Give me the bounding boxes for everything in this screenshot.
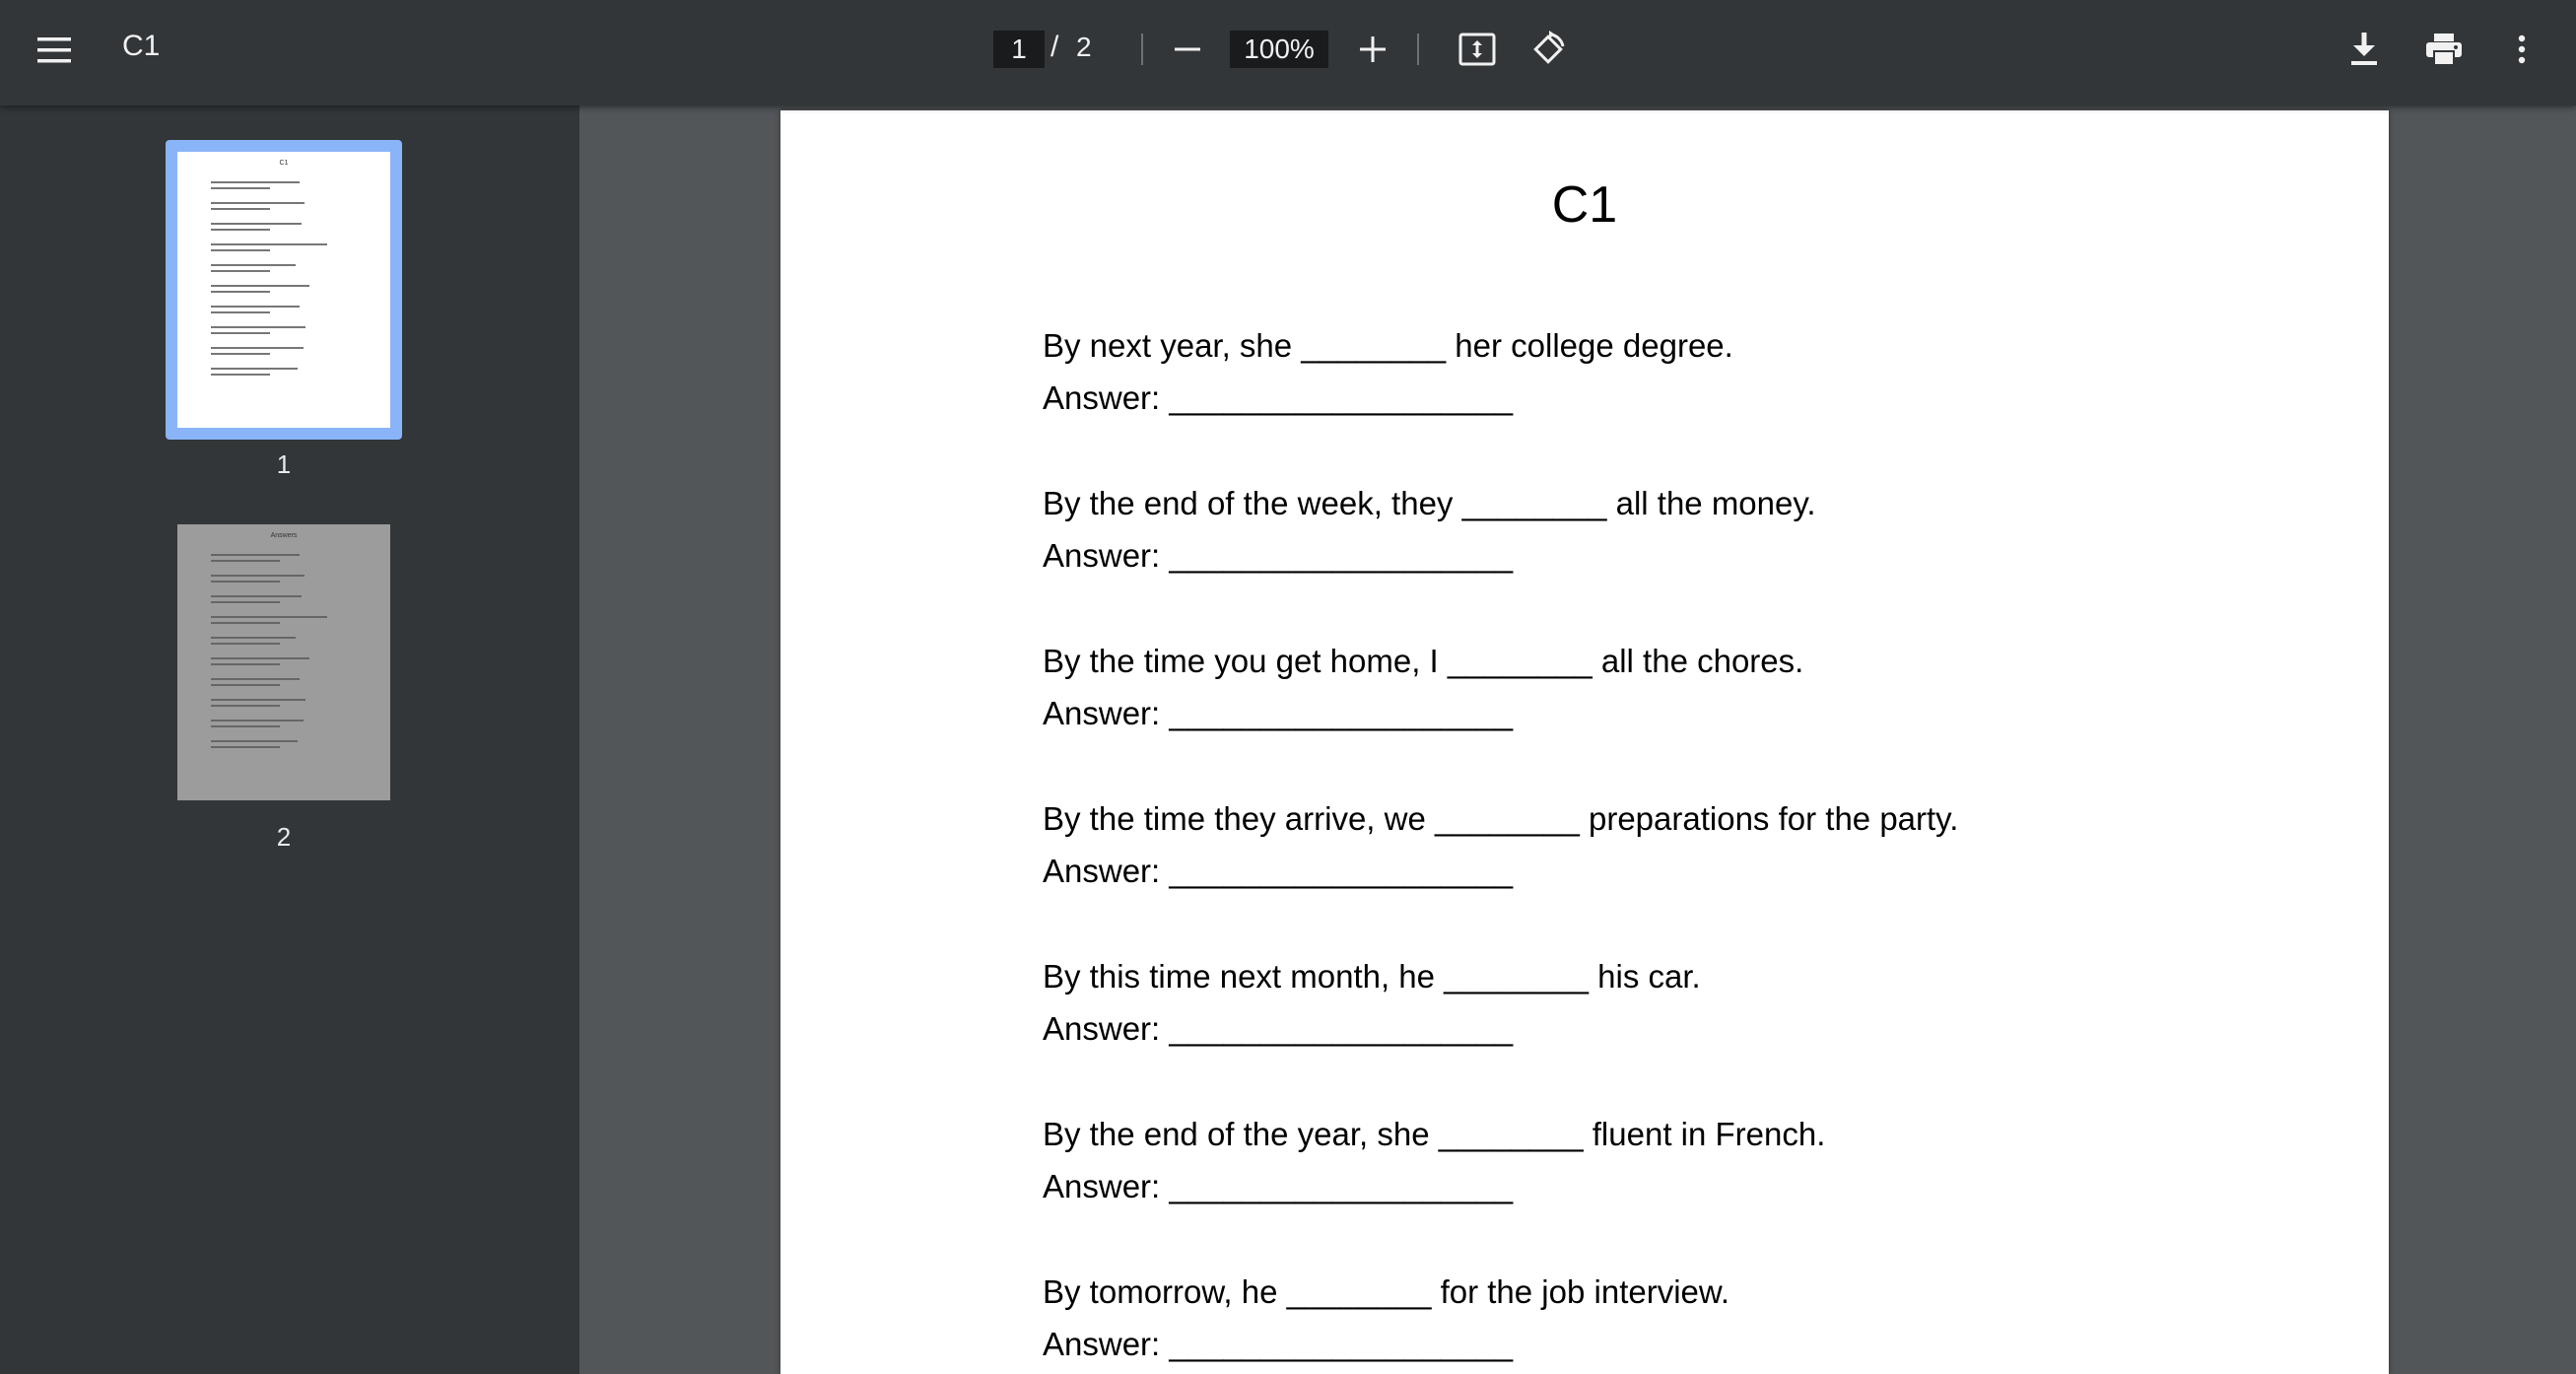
question-sentence: By the end of the week, they ________ all the money.: [1043, 485, 1816, 521]
more-vert-icon: [2518, 34, 2526, 64]
thumbnail-page-number: 1: [276, 449, 292, 479]
thumbnail-sidebar: [0, 105, 579, 1374]
menu-icon: [37, 36, 71, 64]
print-button[interactable]: [2416, 22, 2472, 77]
answer-line: Answer: ___________________: [1043, 695, 1514, 731]
question-sentence: By next year, she ________ her college degree.: [1043, 327, 1733, 364]
thumbnail-text-line: [211, 229, 270, 231]
thumbnail-text-line: [211, 270, 270, 272]
document-title: C1: [122, 30, 161, 62]
thumbnail-text-line: [211, 291, 270, 293]
thumbnail-text-line: [211, 264, 296, 266]
fit-to-page-button[interactable]: [1451, 22, 1504, 77]
question-item: [1043, 950, 1701, 1055]
page-number-input[interactable]: 1: [993, 31, 1045, 68]
question-sentence: By the time you get home, I ________ all the chores.: [1043, 643, 1804, 679]
rotate-icon: [1529, 31, 1567, 68]
minus-icon: [1175, 36, 1200, 62]
thumbnail-text-line: [211, 601, 280, 603]
thumbnail-text-line: [211, 720, 304, 721]
thumbnail-text-line: [211, 643, 280, 645]
document-viewer[interactable]: [579, 105, 2576, 1374]
thumbnail-text-line: [211, 560, 280, 562]
thumbnail-image: [177, 152, 390, 428]
thumbnail-text-line: [211, 637, 296, 639]
question-sentence: By the end of the year, she ________ fluent in French.: [1043, 1116, 1826, 1152]
thumbnail-text-line: [211, 699, 305, 701]
pdf-toolbar: [0, 0, 2576, 105]
thumbnail-text-line: [211, 663, 280, 665]
page-title: C1: [1551, 176, 1618, 234]
thumbnail-text-line: [211, 249, 270, 251]
thumbnail-text-line: [211, 374, 270, 376]
thumbnail-text-line: [211, 347, 304, 349]
zoom-out-button[interactable]: [1163, 24, 1212, 75]
thumbnail-heading: Answers: [270, 532, 298, 539]
thumbnail-page-number: 2: [276, 822, 292, 852]
menu-button[interactable]: [22, 22, 87, 79]
question-item: [1043, 477, 1816, 582]
thumbnail-text-line: [211, 581, 280, 583]
thumbnail-text-line: [211, 285, 309, 287]
thumbnail-text-line: [211, 616, 327, 618]
question-item: [1043, 635, 1803, 739]
thumbnail-text-line: [211, 684, 280, 686]
question-item: [1043, 1108, 1825, 1212]
thumbnail-text-line: [211, 554, 300, 556]
zoom-level-input[interactable]: 100%: [1230, 31, 1328, 68]
page-separator: /: [1051, 31, 1059, 63]
thumbnail-text-line: [211, 705, 280, 707]
toolbar-divider: [1417, 34, 1419, 65]
more-options-button[interactable]: [2497, 22, 2546, 77]
thumbnail-text-line: [211, 740, 298, 742]
question-sentence: By tomorrow, he ________ for the job interview.: [1043, 1273, 1730, 1310]
thumbnail-text-line: [211, 243, 327, 245]
thumbnail-text-line: [211, 657, 309, 659]
question-sentence: By the time they arrive, we ________ preparations for the party.: [1043, 800, 1959, 837]
question-item: [1043, 319, 1733, 424]
thumbnail-text-line: [211, 202, 305, 204]
thumbnail-text-line: [211, 332, 270, 334]
plus-icon: [1360, 36, 1386, 62]
answer-line: Answer: ___________________: [1043, 1326, 1514, 1362]
pdf-page: [780, 110, 2389, 1374]
thumbnail-text-line: [211, 725, 280, 727]
thumbnail-text-line: [211, 181, 300, 183]
zoom-in-button[interactable]: [1348, 24, 1397, 75]
page-count: 2: [1076, 32, 1092, 62]
answer-line: Answer: ___________________: [1043, 1168, 1514, 1204]
question-item: [1043, 1266, 1729, 1370]
thumbnail-image: [177, 524, 390, 800]
thumbnail-text-line: [211, 326, 305, 328]
answer-line: Answer: ___________________: [1043, 537, 1514, 574]
answer-line: Answer: ___________________: [1043, 379, 1514, 416]
thumbnail-text-line: [211, 678, 300, 680]
thumbnail-text-line: [211, 746, 280, 748]
thumbnail-text-line: [211, 223, 302, 225]
question-item: [1043, 792, 1958, 897]
thumbnail-heading: C1: [279, 160, 289, 167]
thumbnail-text-line: [211, 575, 305, 577]
thumbnail-text-line: [211, 368, 298, 370]
fit-to-page-icon: [1458, 33, 1496, 66]
thumbnail-text-line: [211, 595, 302, 597]
download-icon: [2349, 33, 2379, 66]
download-button[interactable]: [2338, 22, 2391, 77]
thumbnail-text-line: [211, 311, 270, 313]
rotate-button[interactable]: [1522, 22, 1575, 77]
thumbnail-text-line: [211, 306, 300, 308]
toolbar-divider: [1141, 34, 1143, 65]
answer-line: Answer: ___________________: [1043, 1010, 1514, 1047]
question-sentence: By this time next month, he ________ his car.: [1043, 958, 1701, 995]
thumbnail-text-line: [211, 353, 270, 355]
thumbnail-text-line: [211, 208, 270, 210]
thumbnail-text-line: [211, 187, 270, 189]
thumbnail-text-line: [211, 622, 280, 624]
print-icon: [2426, 34, 2462, 65]
answer-line: Answer: ___________________: [1043, 853, 1514, 889]
